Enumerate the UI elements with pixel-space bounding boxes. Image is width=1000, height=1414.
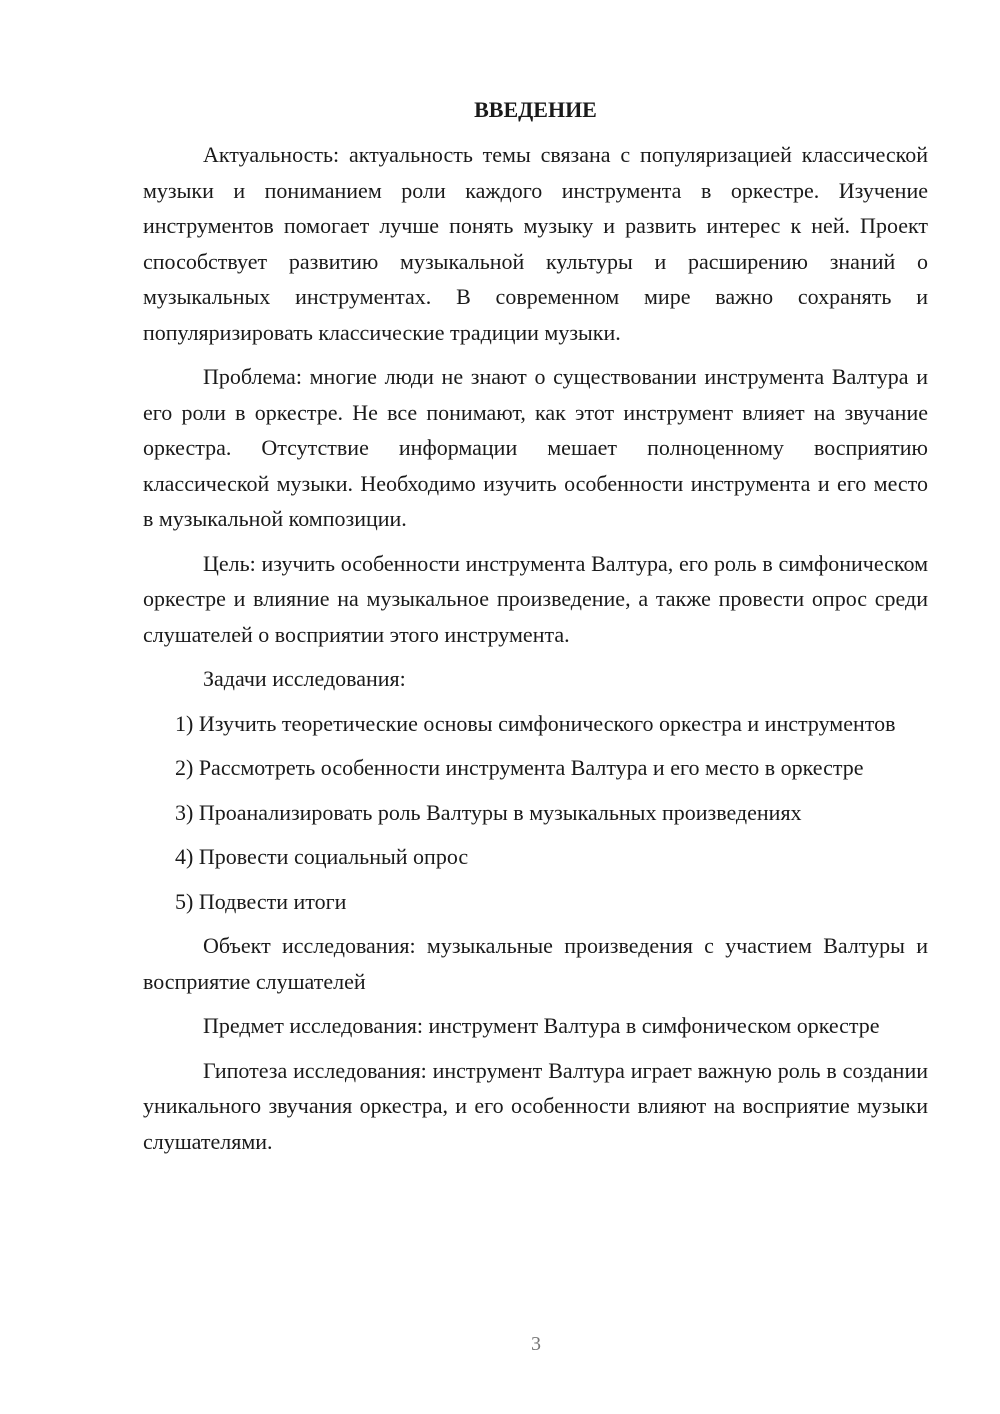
task-item: 1) Изучить теоретические основы симфонического оркестра и инструментов: [175, 710, 896, 736]
tasks-list: [143, 706, 928, 920]
goal-paragraph: Цель: изучить особенности инструмента Валтура, его роль в симфоническом оркестре и влияние на музыкальное произведение, а также провести опрос среди слушателей о восприятии этого инструмента.: [143, 550, 928, 647]
document-page: [143, 95, 928, 1168]
tasks-heading: Задачи исследования:: [203, 666, 406, 691]
subject-paragraph: Предмет исследования: инструмент Валтура в симфоническом оркестре: [203, 1013, 880, 1038]
task-item: 4) Провести социальный опрос: [175, 844, 469, 869]
hypothesis-paragraph: Гипотеза исследования: инструмент Валтура играет важную роль в создании уникального звучания оркестра, и его особенности влияют на восприятие музыки слушателями.: [143, 1057, 928, 1154]
relevance-paragraph: Актуальность: актуальность темы связана с популяризацией классической музыки и пониманием роли каждого инструмента в оркестре. Изучение инструментов помогает лучше понять музыку и развить интерес к ней. Проект способствует развитию музыкальной культуры и расширению знаний о музыкальных инструментах. В современном мире важно сохранять и популяризировать классические традиции музыки.: [143, 142, 928, 345]
task-item: 5) Подвести итоги: [175, 888, 347, 914]
section-heading: ВВЕДЕНИЕ: [474, 97, 597, 122]
task-item: 2) Рассмотреть особенности инструмента Валтура и его место в оркестре: [175, 755, 864, 780]
problem-paragraph: Проблема: многие люди не знают о существовании инструмента Валтура и его роли в оркестре. Не все понимают, как этот инструмент влияет на звучание оркестра. Отсутствие информации мешает полноценному восприятию классической музыки. Необходимо изучить особенности инструмента и его место в музыкальной композиции.: [143, 364, 928, 531]
page-number: 3: [531, 1333, 541, 1355]
object-paragraph: Объект исследования: музыкальные произведения с участием Валтуры и восприятие слушателей: [143, 933, 928, 994]
task-item: 3) Проанализировать роль Валтуры в музыкальных произведениях: [175, 799, 802, 825]
